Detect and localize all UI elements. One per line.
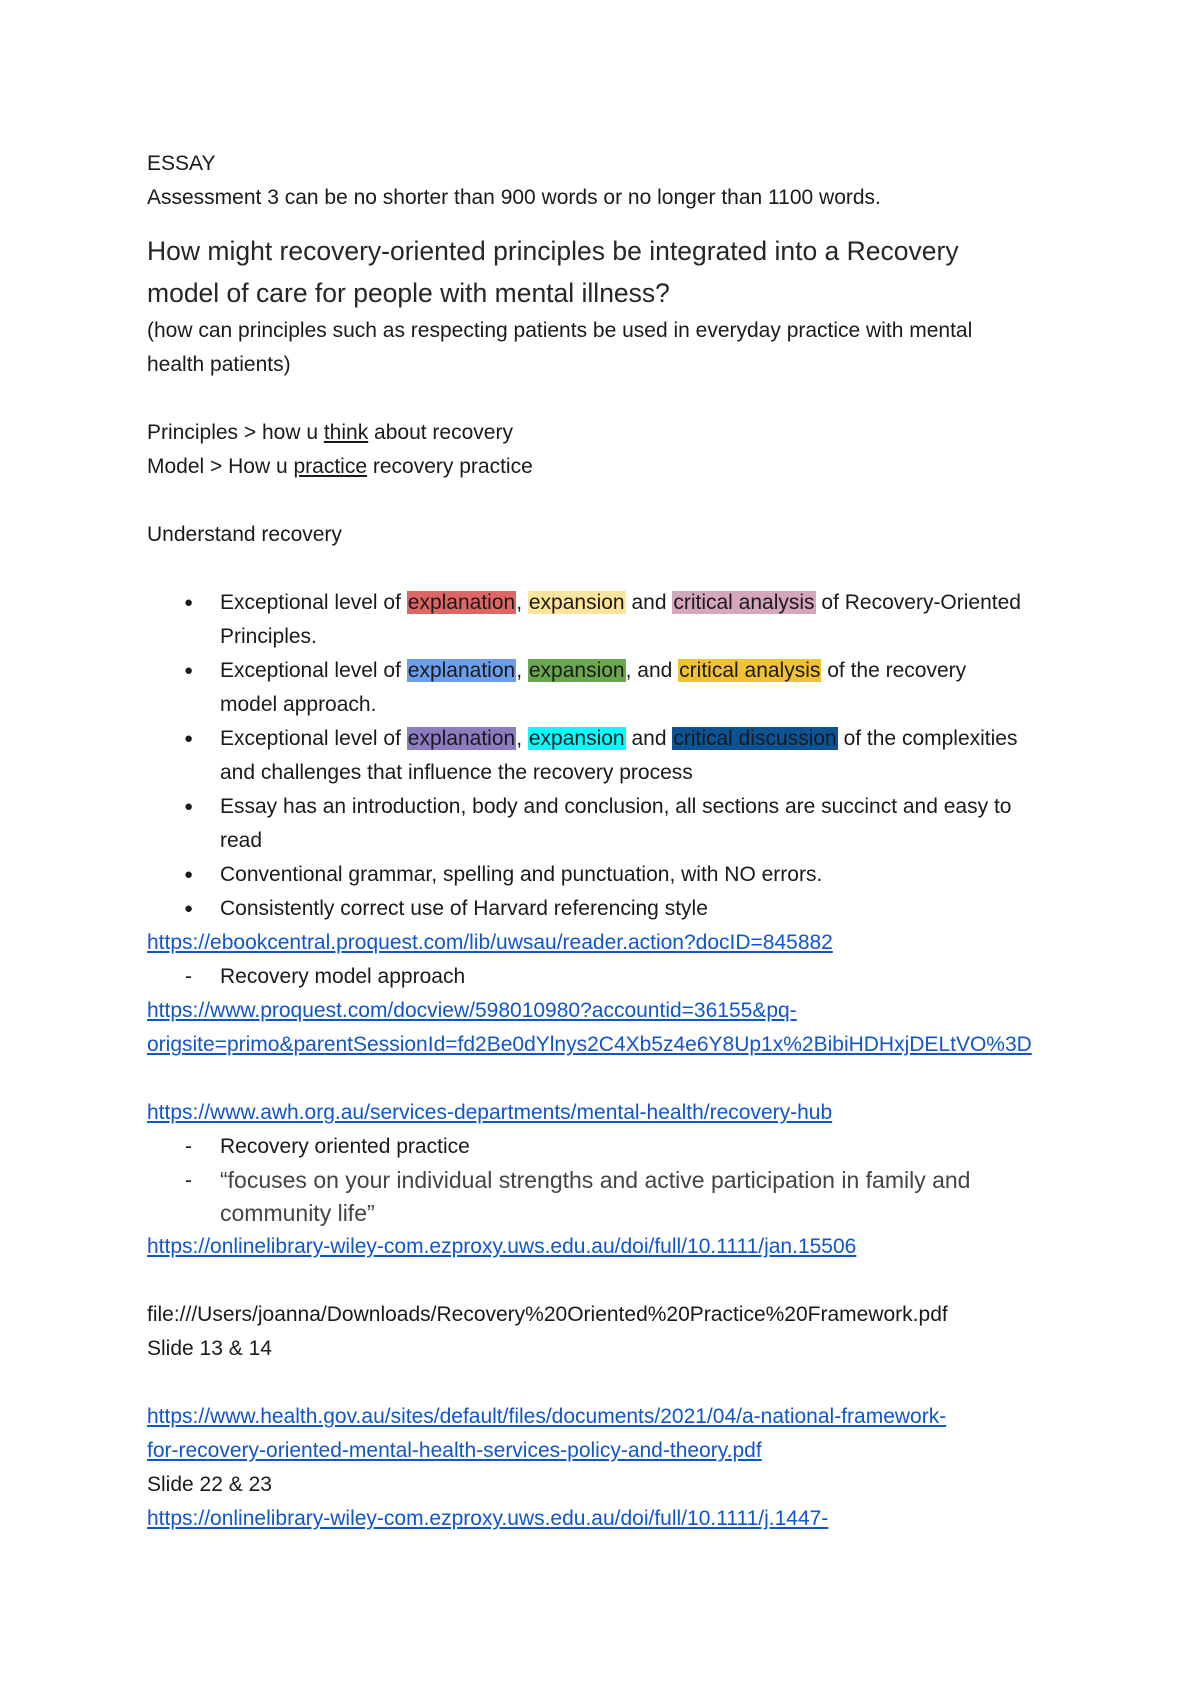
criteria-text: , [516,591,528,614]
principles-underlined-word: think [323,421,369,444]
criteria-item [147,586,1067,654]
highlight-critical-analysis: critical analysis [679,659,821,682]
note-item [147,1130,1067,1164]
note-text: Recovery oriented practice [220,1135,470,1158]
model-underlined-word: practice [293,455,368,478]
question-clarification-line-1: (how can principles such as respecting patients be used in everyday practice with mental [147,319,973,342]
criteria-continuation: read [220,829,263,852]
link-wiley-jan[interactable]: https://onlinelibrary-wiley-com.ezproxy.uws.edu.au/doi/full/10.1111/jan.15506 [147,1235,857,1258]
criteria-text: and [625,727,673,750]
criteria-text: and [625,591,673,614]
criteria-text: Exceptional level of [220,727,407,750]
spacer [147,1062,1067,1096]
spacer [147,1366,1067,1400]
dash-marker: - [185,1169,192,1192]
criteria-item [147,654,1067,722]
bullet-icon: ● [184,866,194,883]
bullet-icon: ● [184,662,194,679]
spacer [147,1264,1067,1298]
criteria-text: of Recovery-Oriented [815,591,1021,614]
principles-note [147,416,1067,450]
link-health-gov-continued[interactable]: for-recovery-oriented-mental-health-services-policy-and-theory.pdf [147,1439,762,1462]
file-path: file:///Users/joanna/Downloads/Recovery%20Oriented%20Practice%20Framework.pdf [147,1303,948,1326]
word-limit-text: Assessment 3 can be no shorter than 900 words or no longer than 1100 words. [147,186,881,209]
highlight-critical-analysis: critical analysis [673,591,815,614]
principles-post: about recovery [368,421,513,444]
criteria-text: Exceptional level of [220,591,407,614]
essay-question [147,230,1067,314]
bullet-icon: ● [184,798,194,815]
document-body [147,147,1067,1536]
criteria-text: of the complexities [837,727,1018,750]
criteria-text: Essay has an introduction, body and conclusion, all sections are succinct and easy to [220,795,1012,818]
criteria-continuation: model approach. [220,693,377,716]
slide-reference: Slide 22 & 23 [147,1473,272,1496]
highlight-expansion: expansion [528,591,625,614]
criteria-item [147,722,1067,790]
slide-reference: Slide 13 & 14 [147,1337,272,1360]
dash-marker: - [185,965,192,988]
criteria-item [147,892,1067,926]
highlight-expansion: expansion [528,727,625,750]
highlight-expansion: expansion [528,659,625,682]
link-health-gov[interactable]: https://www.health.gov.au/sites/default/files/documents/2021/04/a-national-framework- [147,1405,947,1428]
bullet-icon: ● [184,900,194,917]
highlight-explanation: explanation [407,659,516,682]
question-clarification-line-2: health patients) [147,353,291,376]
criteria-text: Exceptional level of [220,659,407,682]
note-list [147,960,1067,994]
criteria-text: Consistently correct use of Harvard referencing style [220,897,708,920]
criteria-text: , and [625,659,679,682]
bullet-icon: ● [184,594,194,611]
quote-text-continued: community life” [220,1200,375,1226]
note-item [147,960,1067,994]
highlight-critical-discussion: critical discussion [673,727,837,750]
criteria-text: of the recovery [821,659,967,682]
criteria-text: , [516,659,528,682]
criteria-text: , [516,727,528,750]
essay-question-line-2: model of care for people with mental illness? [147,278,670,308]
marking-criteria-list [147,586,1067,926]
essay-question-line-1: How might recovery-oriented principles be integrated into a Recovery [147,236,959,266]
criteria-continuation: and challenges that influence the recovery process [220,761,693,784]
model-note [147,450,1067,484]
link-proquest[interactable]: https://www.proquest.com/docview/598010980?accountid=36155&pq- [147,999,797,1022]
highlight-explanation: explanation [407,591,516,614]
doc-title: ESSAY [147,152,216,175]
link-proquest-continued[interactable]: origsite=primo&parentSessionId=fd2Be0dYlnys2C4Xb5z4e6Y8Up1x%2BibiHDHxjDELtVO%3D [147,1033,1032,1056]
note-list [147,1130,1067,1230]
note-item [147,1164,1067,1230]
understand-recovery-heading: Understand recovery [147,523,342,546]
criteria-text: Conventional grammar, spelling and punctuation, with NO errors. [220,863,823,886]
link-wiley-j1447[interactable]: https://onlinelibrary-wiley-com.ezproxy.uws.edu.au/doi/full/10.1111/j.1447- [147,1507,829,1530]
link-awh-recovery-hub[interactable]: https://www.awh.org.au/services-departments/mental-health/recovery-hub [147,1101,833,1124]
highlight-explanation: explanation [407,727,516,750]
bullet-icon: ● [184,730,194,747]
dash-marker: - [185,1135,192,1158]
quote-text: “focuses on your individual strengths and active participation in family and [220,1167,971,1193]
principles-pre: Principles > how u [147,421,324,444]
criteria-continuation: Principles. [220,625,317,648]
spacer [147,552,1067,586]
spacer [147,382,1067,416]
model-pre: Model > How u [147,455,294,478]
note-text: Recovery model approach [220,965,466,988]
spacer [147,484,1067,518]
link-ebookcentral[interactable]: https://ebookcentral.proquest.com/lib/uwsau/reader.action?docID=845882 [147,931,833,954]
criteria-item [147,790,1067,858]
model-post: recovery practice [367,455,533,478]
criteria-item [147,858,1067,892]
